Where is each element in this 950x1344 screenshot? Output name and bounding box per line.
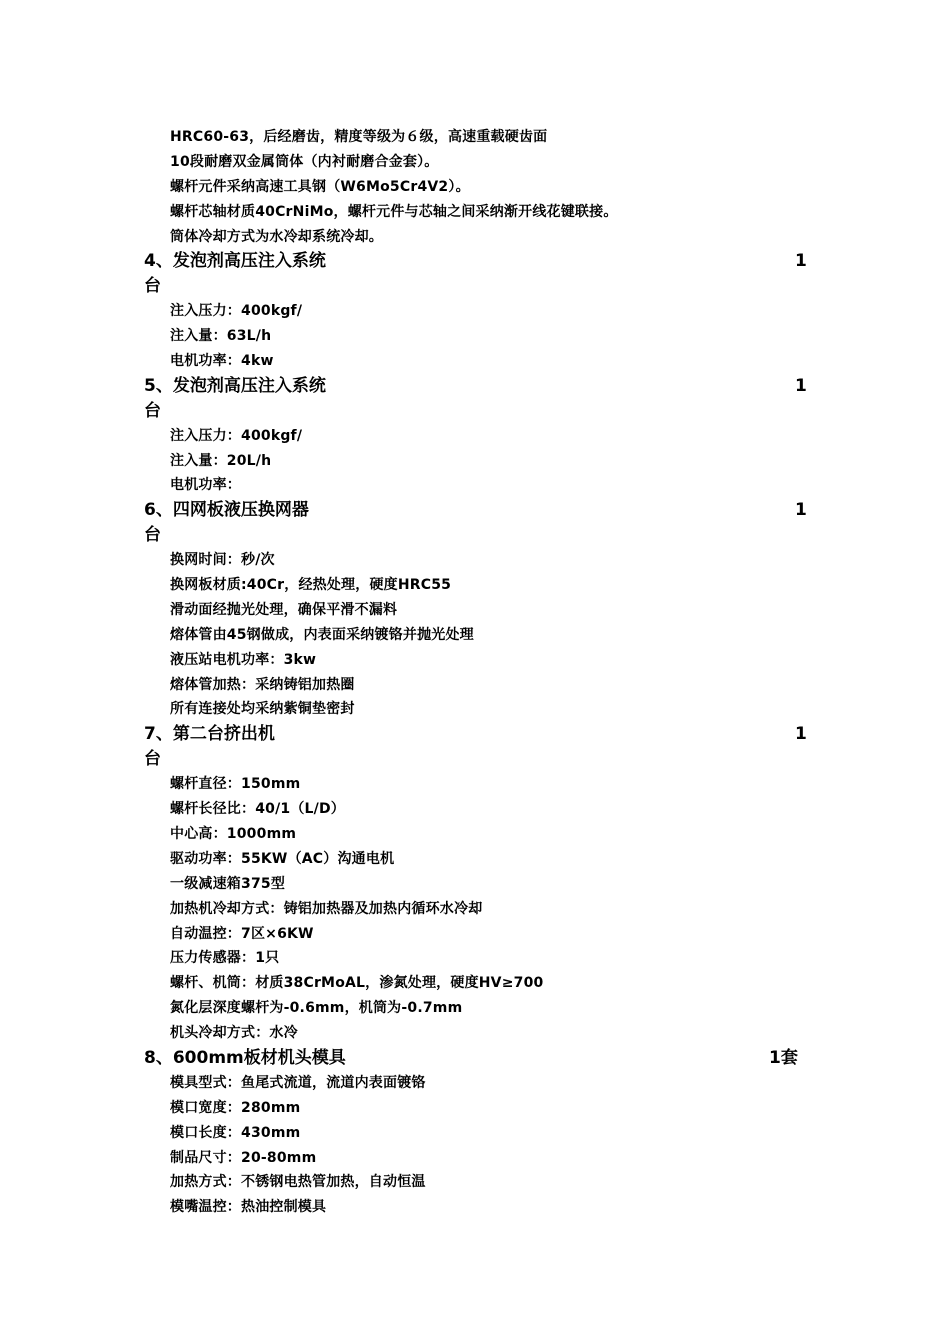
spec-text: 制品尺寸：20-80mm [170,1149,317,1166]
spec-text: 模口宽度：280mm [170,1099,301,1116]
section-heading-line [0,747,950,772]
section-heading-line [0,374,950,399]
spec-text: 熔体管加热：采纳铸铝加热圈 [170,676,355,693]
spec-text: 注入量：63L/h [170,328,272,345]
document-body [0,125,950,1220]
spec-text: 中心高：1000mm [170,825,297,842]
quantity-label: 1 [795,375,807,396]
spec-line [0,1071,950,1096]
section-heading-line [0,249,950,274]
section-heading-text: 台 [144,276,161,297]
spec-text: 所有连接处均采纳紫铜垫密封 [170,701,355,718]
spec-text: 电机功率： [170,477,241,494]
spec-text: 注入压力：400kgf/ [170,427,303,444]
spec-line [0,648,950,673]
spec-text: 换网时间：秒/次 [170,552,275,569]
spec-text: 螺杆、机筒：材质38CrMoAL，渗氮处理，硬度HV≥700 [170,975,544,992]
spec-line [0,1096,950,1121]
spec-line [0,922,950,947]
spec-line [0,872,950,897]
spec-text: 筒体冷却方式为水冷却系统冷却。 [170,228,383,245]
section-heading-line [0,274,950,299]
spec-text: 注入量：20L/h [170,452,272,469]
spec-line [0,673,950,698]
spec-line [0,623,950,648]
spec-text: 模具型式：鱼尾式流道，流道内表面镀铬 [170,1074,426,1091]
spec-line [0,473,950,498]
section-heading-text: 6、四网板液压换网器 [144,500,309,521]
spec-line [0,548,950,573]
quantity-label: 1 [795,500,807,521]
spec-text: 熔体管由45钢做成，内表面采纳镀铬并抛光处理 [170,626,474,643]
spec-text: 模嘴温控：热油控制模具 [170,1199,327,1216]
spec-text: 自动温控：7区×6KW [170,925,314,942]
spec-text: 机头冷却方式：水冷 [170,1025,298,1042]
spec-line [0,175,950,200]
spec-line [0,822,950,847]
spec-text: 滑动面经抛光处理，确保平滑不漏料 [170,601,398,618]
spec-line [0,324,950,349]
spec-text: 注入压力：400kgf/ [170,303,303,320]
section-heading-line [0,523,950,548]
spec-text: HRC60-63，后经磨齿，精度等级为６级，高速重载硬齿面 [170,129,548,145]
spec-text: 加热方式：不锈钢电热管加热，自动恒温 [170,1174,426,1191]
spec-text: 电机功率：4kw [170,353,274,370]
spec-line [0,449,950,474]
spec-text: 压力传感器：1只 [170,950,280,967]
quantity-label: 1 [795,251,807,272]
section-heading-text: 台 [144,525,161,546]
spec-text: 加热机冷却方式：铸铝加热器及加热内循环水冷却 [170,900,483,917]
spec-line [0,424,950,449]
spec-text: 液压站电机功率：3kw [170,651,317,668]
section-heading-line [0,1046,950,1071]
spec-text: 驱动功率：55KW（AC）沟通电机 [170,850,395,867]
spec-line [0,847,950,872]
spec-line [0,1195,950,1220]
spec-line [0,200,950,225]
spec-text: 螺杆长径比：40/1（L/D） [170,801,345,818]
spec-line [0,598,950,623]
section-heading-text: 台 [144,749,161,770]
spec-line [0,797,950,822]
spec-text: 换网板材质:40Cr，经热处理，硬度HRC55 [170,577,452,594]
spec-line [0,971,950,996]
section-heading-text: 4、发泡剂高压注入系统 [144,251,326,272]
spec-text: 螺杆芯轴材质40CrNiMo，螺杆元件与芯轴之间采纳渐开线花键联接。 [170,203,618,220]
spec-line [0,996,950,1021]
spec-text: 螺杆直径：150mm [170,776,301,793]
section-heading-text: 台 [144,400,161,421]
spec-line [0,349,950,374]
section-heading-text: 5、发泡剂高压注入系统 [144,375,326,396]
spec-line [0,697,950,722]
spec-line [0,125,950,150]
spec-line [0,1021,950,1046]
quantity-label: 1套 [769,1047,798,1068]
spec-line [0,225,950,250]
section-heading-text: 7、第二台挤出机 [144,724,275,745]
spec-line [0,150,950,175]
quantity-label: 1 [795,724,807,745]
spec-text: 一级减速箱375型 [170,875,286,892]
spec-line [0,573,950,598]
spec-text: 氮化层深度螺杆为-0.6mm，机筒为-0.7mm [170,1000,463,1017]
spec-line [0,1121,950,1146]
section-heading-line [0,498,950,523]
spec-line [0,1146,950,1171]
section-heading-text: 8、600mm板材机头模具 [144,1047,346,1068]
spec-text: 螺杆元件采纳高速工具钢（W6Mo5Cr4V2）。 [170,178,470,195]
spec-text: 模口长度：430mm [170,1124,301,1141]
spec-line [0,946,950,971]
spec-line [0,1170,950,1195]
spec-line [0,897,950,922]
section-heading-line [0,722,950,747]
spec-line [0,772,950,797]
spec-text: 10段耐磨双金属筒体（内衬耐磨合金套）。 [170,153,439,170]
section-heading-line [0,399,950,424]
spec-line [0,299,950,324]
